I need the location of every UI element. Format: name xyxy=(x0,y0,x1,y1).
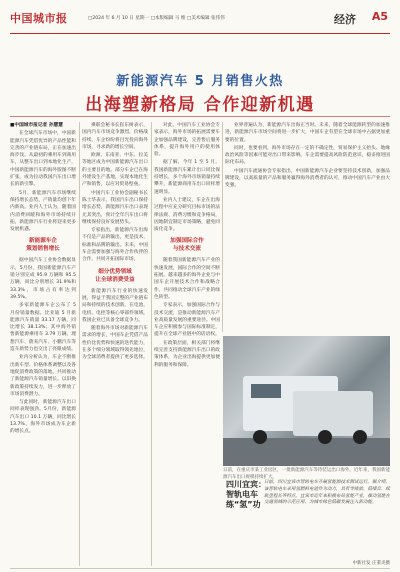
paragraph: 在全球汽车市场中，中国新能源汽车凭借优异的产品性能和完善的产业链布局，正在加速出海步伐。从最初的乘用车到商用车，从整车出口到本地化生产，中国新能源汽车的海外版图不断扩张，成为拉动我国汽车出口增长的新引擎。 xyxy=(10,131,76,188)
wheel-shape xyxy=(318,430,332,444)
section-subhead: 新能源车企 策划销售增长 xyxy=(26,238,60,253)
article-kicker: 新能源汽车 5 月销售火热 xyxy=(116,74,284,89)
wheel-shape xyxy=(353,430,367,444)
paragraph: 与此同时，新能源汽车出口同样表现强劲。5月份，新能源汽车出口 10.1 万辆，同比增长 13.7%，海外市场成为车企新的增长点。 xyxy=(10,400,76,435)
article-headline: 出海塑新格局 合作迎新机遇 xyxy=(85,95,315,115)
paragraph: 5月，新能源汽车市场继续保持增长态势，产销量均创下年内新高。业内人士认为，随着国内消费回暖和海外市场持续开拓，新能源汽车行业将迎来更多发展机遇。 xyxy=(10,190,76,233)
masthead-rule xyxy=(10,33,390,35)
paragraph: 中国汽车流通协会专家指出，中国新能源汽车企业要坚持技术创新，加强品牌建设，以高质量的产品和服务赢得海外消费者的认可，推动中国汽车产业由大变强。 xyxy=(225,168,390,189)
masthead xyxy=(10,4,390,34)
paragraph: 欧洲、东南亚、中东、拉美等地区成为中国新能源汽车出口的主要目的地。部分车企已在海外建设生产基地，实现本地化生产和销售，以应对贸易壁垒。 xyxy=(82,153,148,188)
paragraph: 业内人士建议，车企在出海过程中应充分研究目标市场的法律法规、消费习惯和竞争格局，因地制宜制定市场策略，避免同质化竞争。 xyxy=(154,197,220,233)
section-label: 经济 xyxy=(334,13,356,26)
section-subhead: 加强国际合作 与技术交流 xyxy=(170,238,204,253)
article-column-3 xyxy=(154,122,220,566)
paragraph: 业界普遍认为，新能源汽车出海正当时。未来，随着全球能源转型的加速推进，新能源汽车市场空间将进一步扩大，中国车企有望在全球市场中占据更加重要的位置。 xyxy=(225,123,390,143)
column-divider xyxy=(222,122,223,332)
section-subhead: 细分优势领域 让全球消费受益 xyxy=(95,268,135,283)
article-column-1 xyxy=(10,122,76,566)
sidebar-title-line1: 四川宜宾： xyxy=(226,480,266,489)
photo-caption: 日前，在重庆市某工业园区，一批新能源汽车等待装运出口海外。近年来，我国新能源汽车出口规模持续扩大。 xyxy=(223,468,390,480)
column-divider xyxy=(79,122,80,566)
paragraph: 同时，也要看到，海外市场存在一定的不确定性，贸易保护主义抬头、地缘政治风险等因素可能对出口带来影响。车企需要提高风险防范意识，稳妥推进国际化布局。 xyxy=(225,145,390,166)
paragraph: 中国汽车工业协会副秘书长陈士华表示，我国汽车出口保持增长态势，新能源汽车出口表现尤其突出，预计全年汽车出口将继续保持良好发展势头。 xyxy=(82,190,148,225)
paragraph: 业内分析认为，车企不断推出新车型、价格体系调整以及各地促消费政策的落地，共同推动了新能源汽车销量增长。以旧换新政策持续发力，进一步释放了市场消费潜力。 xyxy=(10,355,76,397)
paragraph: 专家表示，加强国际合作与技术交流，是推动新能源汽车产业高质量发展的重要途径。中国车企应积极参与国际标准制定，提升在全球产业链中的话语权。 xyxy=(154,303,220,338)
column-divider xyxy=(151,122,152,566)
paragraph: 专家指出，新能源汽车出海不仅是产品的输出，更是技术、标准和品牌的输出。未来，中国车企需要加强与海外合作伙伴的合作，共同开拓国际市场。 xyxy=(82,228,148,263)
sidebar-title-line2: 智轨电车练“氢”功 xyxy=(226,490,261,509)
sidebar-body: 日前，四川宜宾市智轨电车开展氢能源技术测试运行。据介绍，该智轨电车采用氢燃料电池作为动力，具有零排放、低噪音、续航里程长等特点。宜宾市近年来积极布局氢能产业，推动氢能在交通领域的示范应用，为城市绿色低碳发展注入新动能。 xyxy=(264,480,390,506)
ground-shape xyxy=(223,438,390,466)
article-byline: ■中国城市报记者 孙慧慧 xyxy=(10,123,63,128)
page-number: A5 xyxy=(371,10,388,23)
vehicle-window xyxy=(251,384,281,398)
headline-rule xyxy=(10,116,390,117)
paragraph: 据中国汽车工业协会数据显示，5月份，我国新能源汽车产销分别完成 95.9 万辆和 95.5 万辆，同比分别增长 31.9%和 33.3%，市场占有率达到 39.5%。 xyxy=(10,258,76,300)
paragraph: 在政策层面，相关部门将继续完善支持新能源汽车出口的政策体系，为企业出海提供更加便利的服务和保障。 xyxy=(154,340,220,368)
dateline: □2024 年 6 月 10 日 星期一 □本版编辑 马 维 □美术编辑 张伟伟 xyxy=(88,16,225,21)
paragraph: 对此，中国汽车工业协会专家表示，海外市场的拓展需要车企加强品牌建设，完善售后服务体系，提升海外用户的使用体验。 xyxy=(154,123,220,158)
wheel-shape xyxy=(253,430,267,444)
article-column-4 xyxy=(225,122,390,332)
paragraph: 新能源汽车行业的快速发展，得益于我国完整的产业链布局和持续的技术创新。在电池、电机、电控等核心零部件领域，我国企业已具备全球竞争力。 xyxy=(82,288,148,323)
paragraph: 多家新能源车企公布了 5 月份销量数据。比亚迪 5 月新能源汽车销量 33.17 万辆，同比增长 38.13%；其中海外销售新能源乘用车 3.79 万辆。理想汽车、蔚来汽车、小鹏汽车等造车新势力也交出了亮眼成绩。 xyxy=(10,303,76,353)
photo-credit: 中新社发 庄秉炎摄 xyxy=(352,561,390,566)
paragraph: 随着海外市场对新能源汽车需求的增长，中国车企凭借产品性价比优势和快速的迭代能力，在多个细分领域取得领先地位，为全球消费者提供了更多选择。 xyxy=(82,326,148,361)
article-column-2 xyxy=(82,122,148,566)
news-photo xyxy=(223,336,390,466)
paragraph: 据了解，今年 1 至 5 月，我国新能源汽车累计出口同比保持增长，多个海外市场销量持续攀升，新能源商用车出口同样增速明显。 xyxy=(154,160,220,195)
sidebar-brief xyxy=(226,480,390,566)
footer-rule xyxy=(10,568,390,569)
paragraph: 乘联会秘书长崔东树表示，国内汽车市场竞争激烈，价格战持续，车企纷纷将目光投向海外市场，寻求新的增长空间。 xyxy=(82,123,148,150)
paragraph: 随着我国新能源汽车产业的快速发展，国际合作的空间不断拓展。越来越多的海外企业与中国车企开展技术合作和战略合作，共同推动全球汽车产业的绿色转型。 xyxy=(154,258,220,300)
newspaper-logo: 中国城市报 xyxy=(10,12,68,25)
